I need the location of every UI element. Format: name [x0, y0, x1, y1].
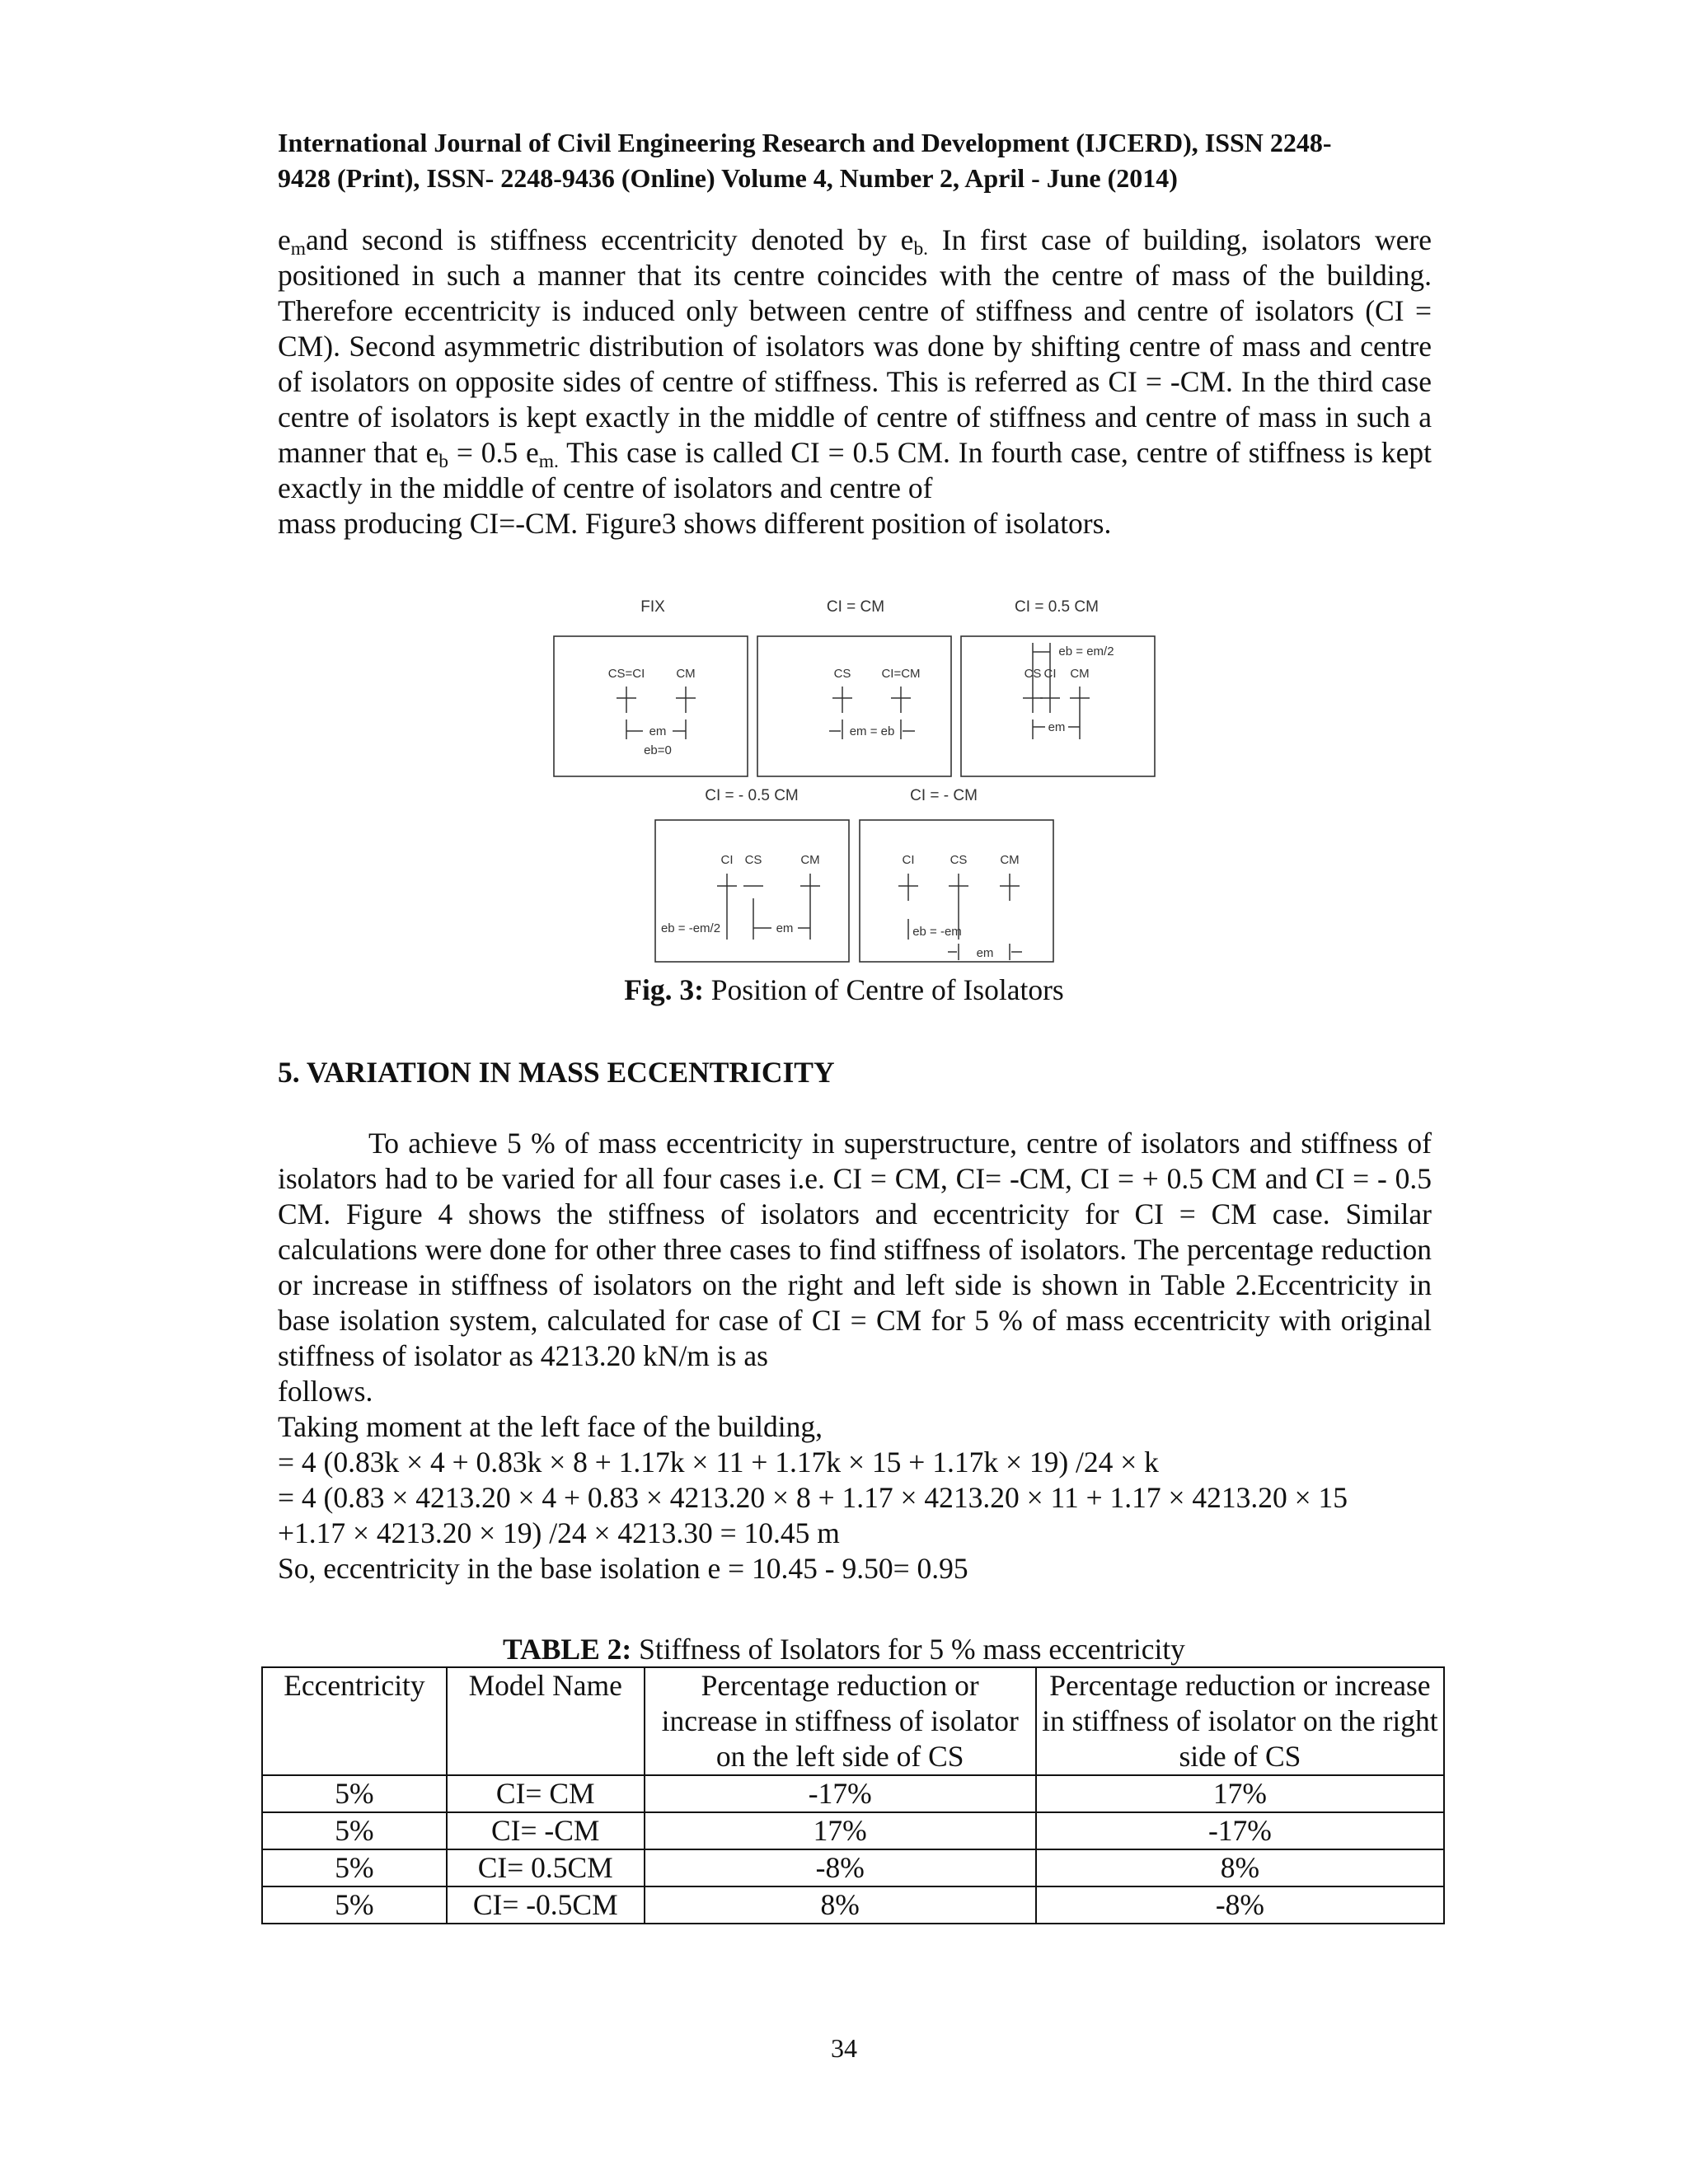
table-2 [261, 1666, 1445, 1924]
box3-cs-label: CS [1024, 667, 1042, 681]
cell-left: 8% [645, 1886, 1036, 1924]
box4-cm-label: CM [800, 853, 820, 867]
cell-right: 17% [1036, 1775, 1444, 1812]
cell-eccentricity: 5% [262, 1849, 447, 1886]
journal-header [278, 125, 1432, 196]
header-right-side: Percentage reduction or increase in stiffness of isolator on the right side of CS [1036, 1667, 1444, 1775]
caption-label: Fig. 3: [624, 973, 704, 1006]
box1-right-label: CM [676, 667, 696, 681]
table-row [262, 1812, 1444, 1849]
box4-dim-label: em [776, 921, 794, 935]
box4-left-label: eb = -em/2 [660, 921, 721, 935]
box-ci-cm [757, 636, 951, 776]
cell-eccentricity: 5% [262, 1775, 447, 1812]
table-caption-text: Stiffness of Isolators for 5 % mass eccentricity [631, 1633, 1185, 1666]
box3-dim-label: em [1048, 720, 1066, 734]
section-5-heading: 5. VARIATION IN MASS ECCENTRICITY [278, 1056, 835, 1089]
cell-eccentricity: 5% [262, 1812, 447, 1849]
page-number: 34 [831, 2033, 857, 2063]
header-model-name: Model Name [447, 1667, 645, 1775]
section-5-paragraph: To achieve 5 % of mass eccentricity in superstructure, centre of isolators and stiffness of isolators had to be varied for all four cases i.e. CI = CM, CI= -CM, CI = + 0.5 CM and CI = - 0.5 CM. Figure 4 shows the stiffness of isolators and eccentricity for CI = CM case. Similar calculations were done for other three cases to find stiffness of isolators. The percentage reduction or increase in stiffness of isolators on the right and left side is shown in Table 2.Eccentricity in base isolation system, calculated for case of CI = CM for 5 % of mass eccentricity with original stiffness of isolator as 4213.20 kN/m is as [278, 1127, 1432, 1372]
header-line-1: International Journal of Civil Engineering Research and Development (IJCERD), ISSN 2248- [278, 128, 1332, 157]
cell-model: CI= 0.5CM [447, 1849, 645, 1886]
cell-right: -8% [1036, 1886, 1444, 1924]
caption-text: Position of Centre of Isolators [703, 973, 1064, 1006]
header-eccentricity: Eccentricity [262, 1667, 447, 1775]
cell-right: 8% [1036, 1849, 1444, 1886]
box3-top-label: eb = em/2 [1058, 644, 1114, 658]
eccentricity-result: So, eccentricity in the base isolation e = 10.45 - 9.50= 0.95 [278, 1552, 968, 1585]
figure-3 [536, 589, 1179, 977]
box1-sub-label: eb=0 [644, 743, 672, 757]
box1-left-label: CS=CI [607, 667, 645, 681]
label-ci-m05cm: CI = - 0.5 CM [705, 787, 799, 804]
cell-left: -17% [645, 1775, 1036, 1812]
table-row [262, 1886, 1444, 1924]
box-ci-m05cm [655, 820, 849, 962]
isolator-position-diagram [536, 589, 1179, 977]
cell-model: CI= -0.5CM [447, 1886, 645, 1924]
box5-dim-label: em [976, 946, 994, 960]
intro-paragraph: $e_mand$ second is stiffness eccentricity denoted by $e_{b.}$ In first case of building, isolators were positioned in such a manner that its centre coincides with the centre of mass of the building. Therefore eccentricity is induced only between centre of stiffness and centre of isolators (CI = CM). Second asymmetric distribution of isolators was done by shifting centre of mass and centre of isolators on opposite sides of centre of stiffness. This is referred as CI = -CM. In the third case centre of isolators is kept exactly in the middle of centre of stiffness and centre of mass in such a manner that $e_b = 0.5$ $e_{m.}$ This case is called CI = 0.5 CM. In fourth case, centre of stiffness is kept exactly in the middle of centre of isolators and centre of [278, 223, 1432, 504]
table-row [262, 1849, 1444, 1886]
table-2-caption [0, 1632, 1688, 1666]
box4-cs-label: CS [744, 853, 762, 867]
box5-ci-label: CI [902, 853, 915, 867]
box2-right-label: CI=CM [881, 667, 921, 681]
label-fix: FIX [640, 598, 665, 616]
cell-eccentricity: 5% [262, 1886, 447, 1924]
box1-dim-label: em [649, 724, 667, 738]
cell-model: CI= CM [447, 1775, 645, 1812]
cell-left: -8% [645, 1849, 1036, 1886]
box3-ci-label: CI [1043, 667, 1057, 681]
equation-1: = 4 (0.83k × 4 + 0.83k × 8 + 1.17k × 11 + 1.17k × 15 + 1.17k × 19) /24 × k [278, 1446, 1159, 1479]
box4-ci-label: CI [720, 853, 734, 867]
figure-3-caption [0, 972, 1688, 1007]
header-left-side: Percentage reduction or increase in stiffness of isolator on the left side of CS [645, 1667, 1036, 1775]
cell-model: CI= -CM [447, 1812, 645, 1849]
header-line-2: 9428 (Print), ISSN- 2248-9436 (Online) Volume 4, Number 2, April - June (2014) [278, 163, 1178, 193]
table-header-row [262, 1667, 1444, 1775]
label-ci-cm: CI = CM [826, 598, 885, 616]
box2-left-label: CS [833, 667, 851, 681]
equation-2: = 4 (0.83 × 4213.20 × 4 + 0.83 × 4213.20 × 8 + 1.17 × 4213.20 × 11 + 1.17 × 4213.20 × 15 [278, 1481, 1348, 1514]
table-row [262, 1775, 1444, 1812]
box-ci-mcm [860, 820, 1053, 962]
cell-left: 17% [645, 1812, 1036, 1849]
box5-left-label: eb = -em [912, 925, 962, 939]
cell-right: -17% [1036, 1812, 1444, 1849]
box5-cs-label: CS [950, 853, 968, 867]
box5-cm-label: CM [1000, 853, 1020, 867]
section-5-paragraph-last: follows. [278, 1375, 373, 1408]
label-ci-05cm: CI = 0.5 CM [1015, 598, 1099, 616]
moment-intro: Taking moment at the left face of the building, [278, 1410, 823, 1443]
intro-last-line: mass producing CI=-CM. Figure3 shows different position of isolators. [278, 507, 1112, 540]
equation-3: +1.17 × 4213.20 × 19) /24 × 4213.30 = 10.45 m [278, 1516, 840, 1549]
label-ci-mcm: CI = - CM [910, 787, 978, 804]
box3-cm-label: CM [1070, 667, 1090, 681]
table-caption-label: TABLE 2: [503, 1633, 632, 1666]
box2-dim-label: em = eb [849, 724, 895, 738]
